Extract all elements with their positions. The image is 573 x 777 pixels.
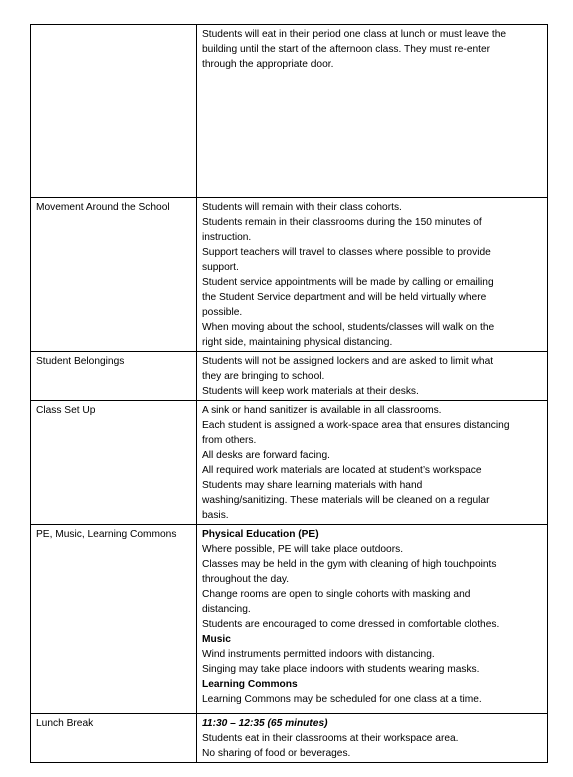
content-line: Students will remain with their class cohorts. <box>202 202 402 213</box>
section-heading: Music <box>202 634 231 645</box>
content-line: distancing. <box>202 604 251 615</box>
content-line: Students remain in their classrooms during the 150 minutes of <box>202 217 482 228</box>
content-line: from others. <box>202 435 257 446</box>
content-line: Each student is assigned a work-space area that ensures distancing <box>202 420 510 431</box>
table-body <box>31 25 548 763</box>
table-row <box>31 714 548 763</box>
content-line: they are bringing to school. <box>202 371 325 382</box>
table-row <box>31 401 548 525</box>
section-heading: Physical Education (PE) <box>202 529 319 540</box>
content-line: Where possible, PE will take place outdoors. <box>202 544 404 555</box>
row-label: PE, Music, Learning Commons <box>31 525 197 714</box>
content-line: Students are encouraged to come dressed in comfortable clothes. <box>202 619 500 630</box>
content-line: washing/sanitizing. These materials will be cleaned on a regular <box>202 495 490 506</box>
row-content <box>197 401 548 525</box>
content-line: right side, maintaining physical distancing. <box>202 337 393 348</box>
content-line: Students will not be assigned lockers and are asked to limit what <box>202 356 494 367</box>
content-line: Change rooms are open to single cohorts with masking and <box>202 589 471 600</box>
content-line: Students eat in their classrooms at their workspace area. <box>202 733 459 744</box>
content-line: support. <box>202 262 239 273</box>
table-row <box>31 525 548 714</box>
content-line: Wind instruments permitted indoors with distancing. <box>202 649 435 660</box>
row-label: Student Belongings <box>31 352 197 401</box>
row-label: Class Set Up <box>31 401 197 525</box>
content-line: basis. <box>202 510 229 521</box>
section-heading: 11:30 – 12:35 (65 minutes) <box>202 718 328 729</box>
content-line: Support teachers will travel to classes where possible to provide <box>202 247 491 258</box>
row-label <box>31 25 197 198</box>
row-label: Lunch Break <box>31 714 197 763</box>
table-row <box>31 25 548 198</box>
content-line: All required work materials are located at student’s workspace <box>202 465 482 476</box>
row-content <box>197 525 548 714</box>
row-label: Movement Around the School <box>31 198 197 352</box>
content-line: instruction. <box>202 232 252 243</box>
section-heading: Learning Commons <box>202 679 298 690</box>
content-line: throughout the day. <box>202 574 290 585</box>
content-line: through the appropriate door. <box>202 59 334 70</box>
content-line: Students may share learning materials with hand <box>202 480 423 491</box>
info-table <box>30 24 548 763</box>
content-line: When moving about the school, students/classes will walk on the <box>202 322 495 333</box>
row-content <box>197 352 548 401</box>
row-content <box>197 25 548 198</box>
content-line: Learning Commons may be scheduled for one class at a time. <box>202 694 482 705</box>
row-content <box>197 714 548 763</box>
row-content <box>197 198 548 352</box>
content-line: All desks are forward facing. <box>202 450 330 461</box>
content-line: Students will keep work materials at their desks. <box>202 386 419 397</box>
content-line: Classes may be held in the gym with cleaning of high touchpoints <box>202 559 497 570</box>
content-line: possible. <box>202 307 243 318</box>
table-row <box>31 198 548 352</box>
content-line: A sink or hand sanitizer is available in all classrooms. <box>202 405 442 416</box>
content-line: Singing may take place indoors with students wearing masks. <box>202 664 480 675</box>
content-line: Student service appointments will be made by calling or emailing <box>202 277 494 288</box>
content-line: Students will eat in their period one class at lunch or must leave the <box>202 29 507 40</box>
content-line: building until the start of the afternoon class. They must re-enter <box>202 44 491 55</box>
content-line: No sharing of food or beverages. <box>202 748 351 759</box>
table-row <box>31 352 548 401</box>
content-line: the Student Service department and will be held virtually where <box>202 292 487 303</box>
